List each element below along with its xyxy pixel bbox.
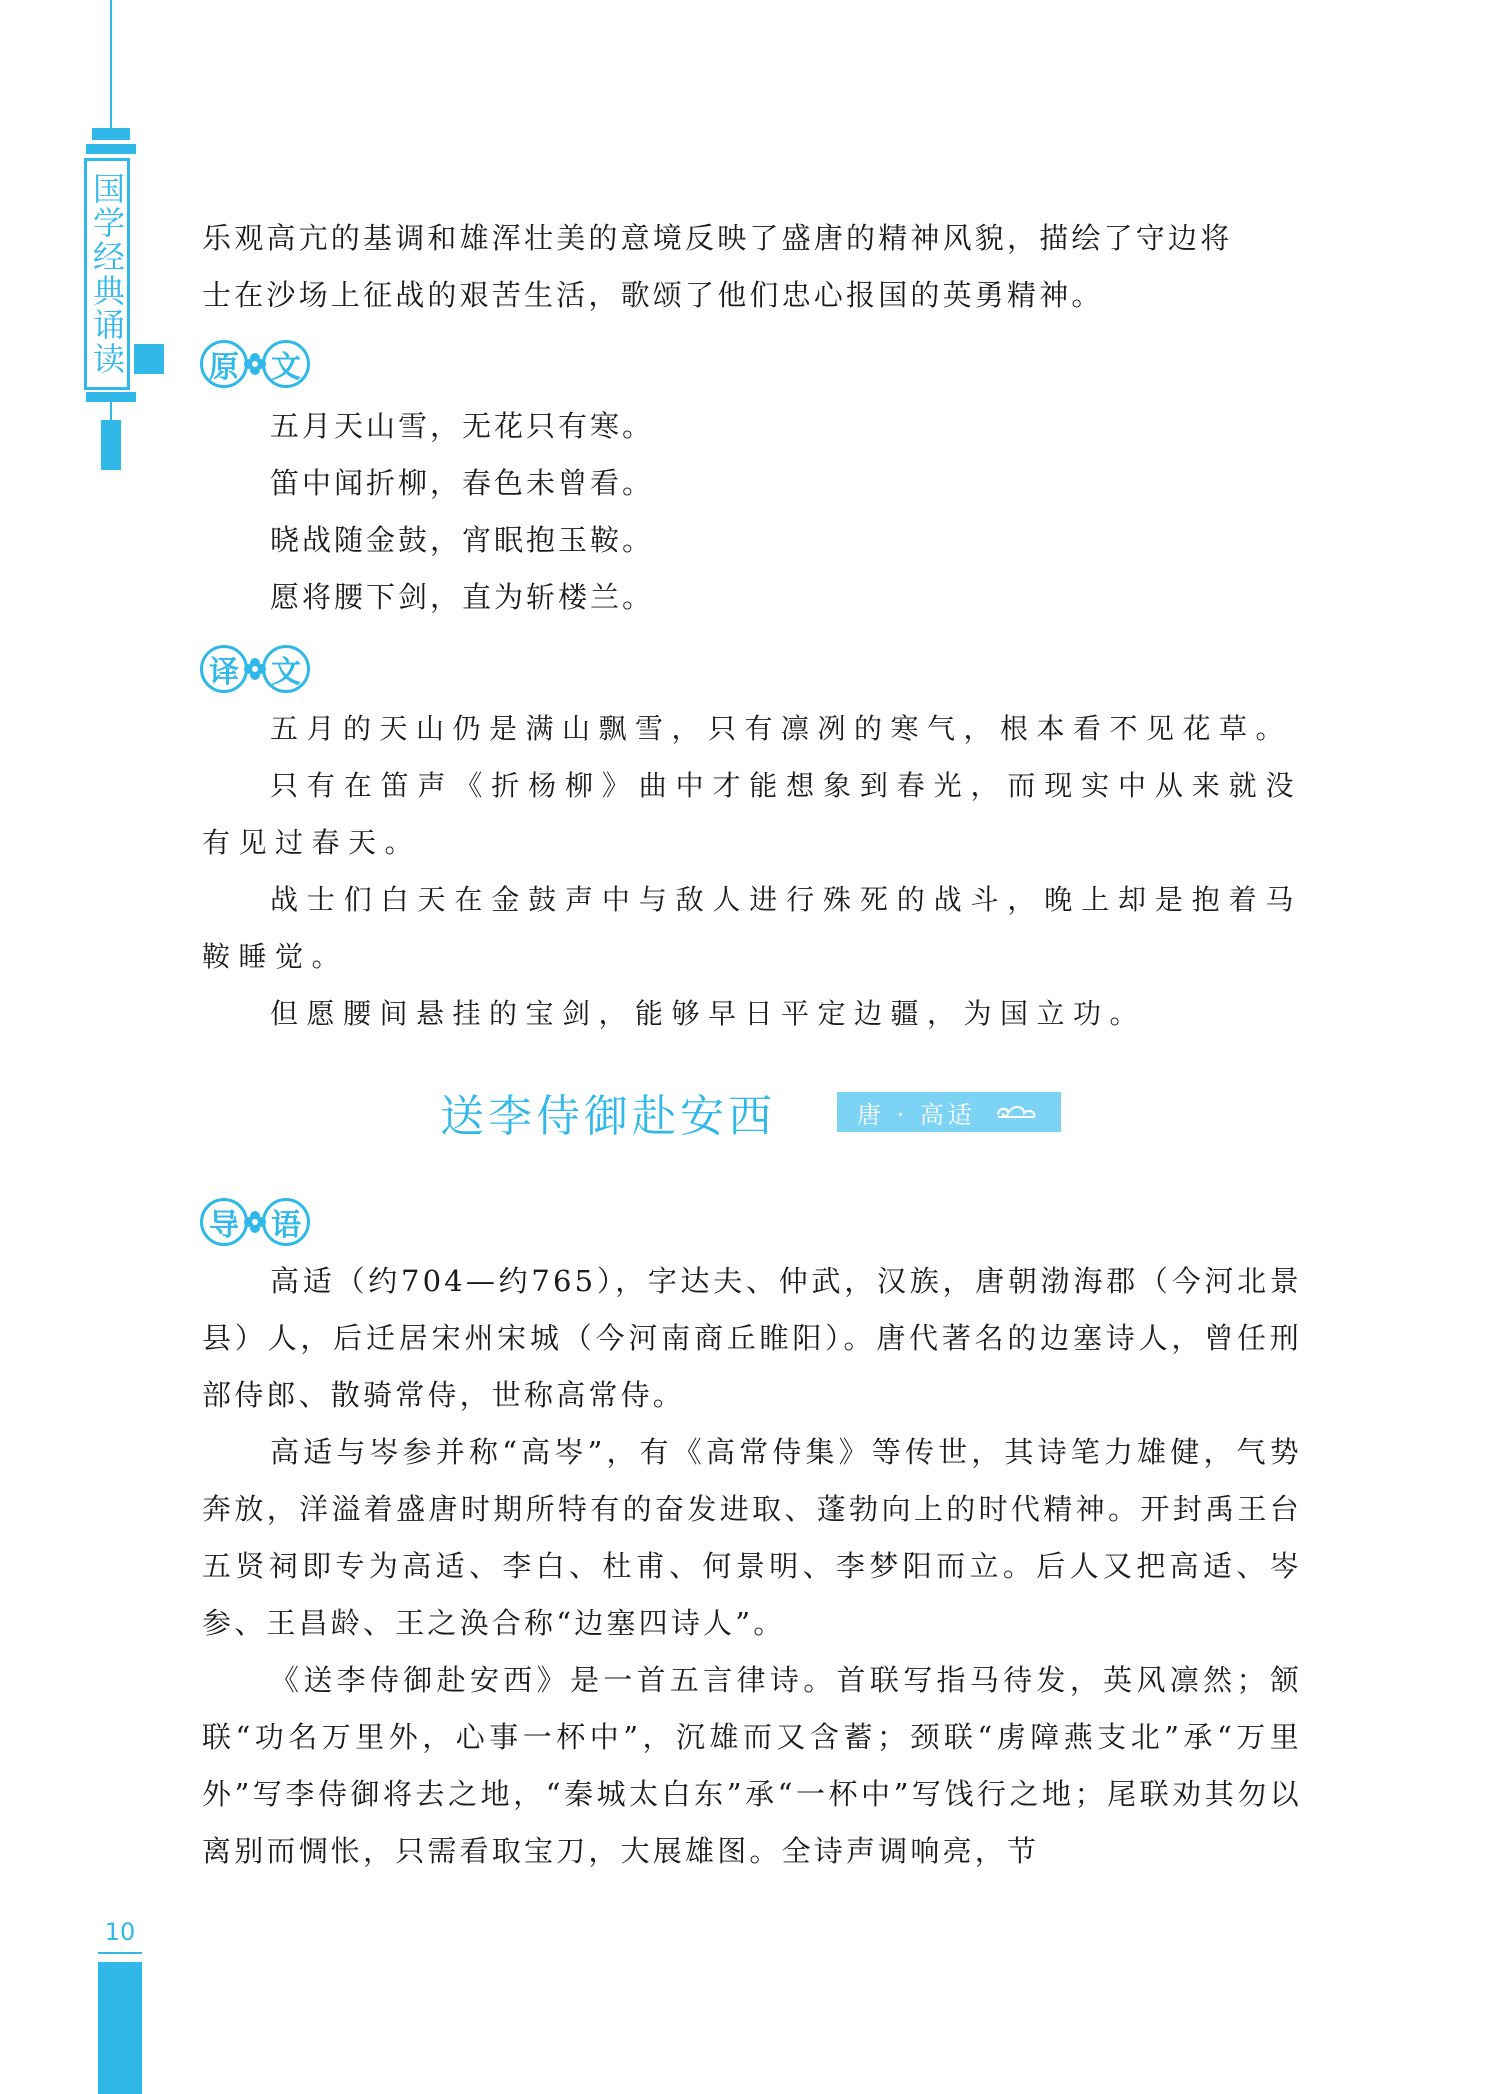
cloud-icon [994,1101,1040,1123]
page-bar [98,1962,142,2094]
badge-char: 原 [200,340,248,388]
poem-line: 笛中闻折柳，春色未曾看。 [270,466,655,500]
poem-title: 送李侍御赴安西 [440,1091,776,1142]
ornament-cap [92,128,130,140]
author-label: 唐 · 高适 [857,1100,976,1129]
intro-line-1: 乐观高亢的基调和雄浑壮美的意境反映了盛唐的精神风貌，描绘了守边将 [202,221,1233,255]
translation-paragraph: 但愿腰间悬挂的宝剑，能够早日平定边疆，为国立功。 [270,997,1147,1030]
intro-paragraph: 《送李侍御赴安西》是一首五言律诗。首联写指马待发，英风凛然；颔联“功名万里外，心事一杯中”，沉雄而又含蓄；颈联“虏障燕支北”承“万里外”写李侍御将去之地，“秦城太白东”承“一杯中”写饯行之地；尾联劝其勿以离别而惆怅，只需看取宝刀，大展雄图。全诗声调响亮，节 [202,1663,1302,1868]
badge-char: 导 [200,1198,248,1246]
poem-line: 五月天山雪，无花只有寒。 [270,409,655,443]
ornament-cord [110,0,112,128]
translation-paragraph: 战士们白天在金鼓声中与敌人进行殊死的战斗，晚上却是抱着马鞍睡觉。 [202,883,1302,973]
intro-paragraph: 高适（约704—约765），字达夫、仲武，汉族，唐朝渤海郡（今河北景县）人，后迁居宋州宋城（今河南商丘睢阳）。唐代著名的边塞诗人，曾任刑部侍郎、散骑常侍，世称高常侍。 [202,1264,1302,1412]
intro-line-2: 士在沙场上征战的艰苦生活，歌颂了他们忠心报国的英勇精神。 [202,278,1104,312]
translation-paragraph: 五月的天山仍是满山飘雪，只有凛冽的寒气，根本看不见花草。 [270,712,1293,745]
translation-paragraph: 只有在笛声《折杨柳》曲中才能想象到春光，而现实中从来就没有见过春天。 [202,769,1302,859]
ornament-tassel [101,420,121,470]
badge-char: 语 [262,1198,310,1246]
ornament-cord-lower [110,402,112,422]
knot-icon [244,1211,266,1233]
series-label-box [84,158,130,390]
knot-icon [244,658,266,680]
badge-char: 译 [200,645,248,693]
section-badge-original [200,340,310,388]
intro-paragraph: 高适与岑参并称“高岑”，有《高常侍集》等传世，其诗笔力雄健，气势奔放，洋溢着盛唐时期所特有的奋发进取、蓬勃向上的时代精神。开封禹王台五贤祠即专为高适、李白、杜甫、何景明、李梦阳而立。后人又把高适、岑参、王昌龄、王之涣合称“边塞四诗人”。 [202,1435,1302,1640]
knot-icon [244,353,266,375]
series-label: 国学经典诵读 [88,172,126,376]
badge-char: 文 [262,645,310,693]
page-number: 10 [104,1918,136,1946]
badge-char: 文 [262,340,310,388]
ornament-square [134,344,164,374]
section-badge-introduction [200,1198,310,1246]
ornament-base [86,392,136,402]
poem-line: 愿将腰下剑，直为斩楼兰。 [270,580,655,614]
page-number-rule [98,1952,142,1954]
section-badge-translation [200,645,310,693]
ornament-cap-lower [86,144,136,154]
author-tag [837,1092,1061,1132]
poem-line: 晓战随金鼓，宵眠抱玉鞍。 [270,523,655,557]
